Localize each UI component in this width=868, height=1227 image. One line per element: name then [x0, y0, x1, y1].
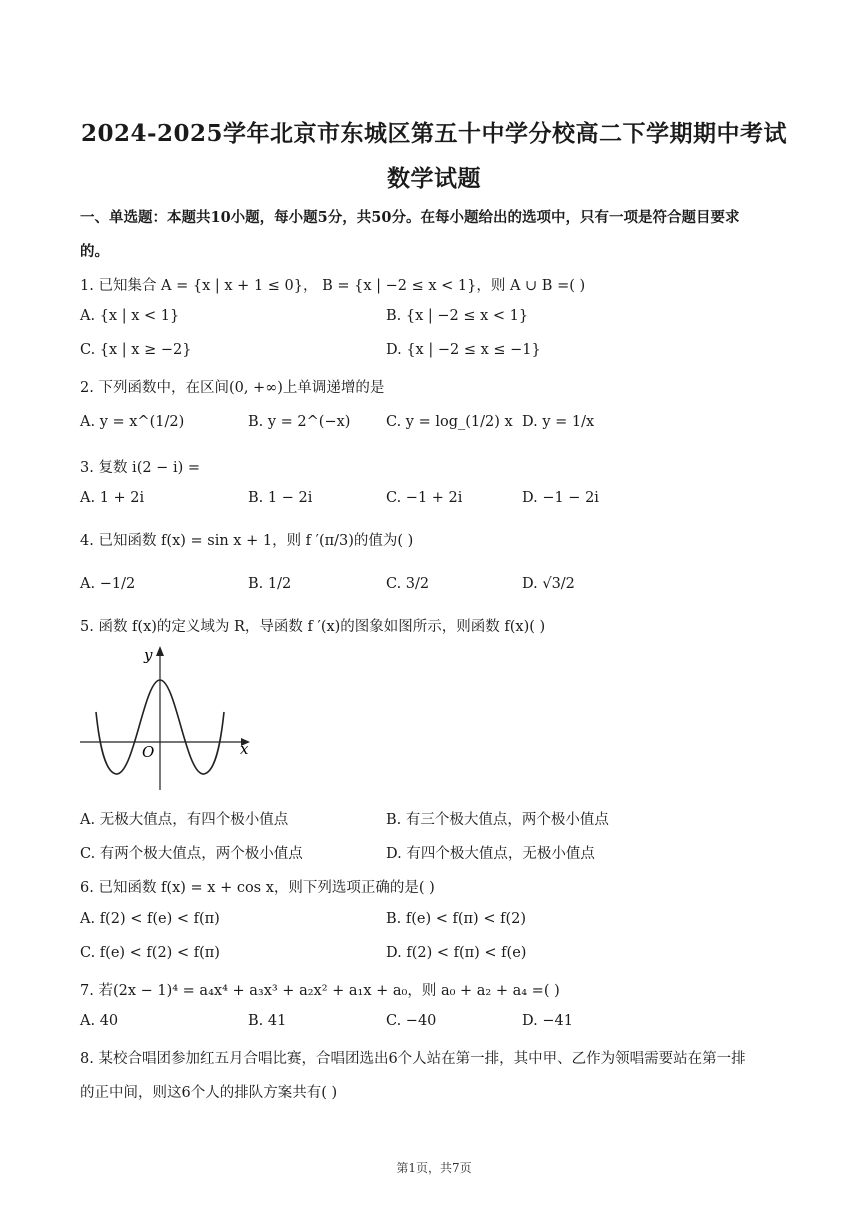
q3-option-a: A. 1 + 2i [80, 490, 145, 506]
section-heading-cont: 的。 [80, 243, 109, 260]
paper-title: 2024-2025学年北京市东城区第五十中学分校高二下学期期中考试 [80, 120, 788, 147]
q4-option-c: C. 3/2 [386, 576, 430, 592]
q4-option-d: D. √3/2 [522, 576, 575, 592]
q5-option-d: D. 有四个极大值点，无极小值点 [386, 846, 595, 862]
q7-option-b: B. 41 [248, 1013, 287, 1029]
q5-option-a: A. 无极大值点，有四个极小值点 [80, 812, 289, 828]
derivative-graph [78, 640, 258, 795]
question-4-stem: 4. 已知函数 f(x) = sin x + 1，则 f ′(π/3)的值为( ) [80, 533, 414, 549]
q6-option-a: A. f(2) < f(e) < f(π) [80, 911, 220, 927]
q4-option-a: A. −1/2 [80, 576, 136, 592]
q2-option-d: D. y = 1/x [522, 414, 595, 430]
y-axis-arrow [156, 646, 164, 656]
page-footer: 第1页，共7页 [396, 1161, 472, 1175]
q3-option-d: D. −1 − 2i [522, 490, 599, 506]
q3-option-b: B. 1 − 2i [248, 490, 313, 506]
q1-option-d: D. {x | −2 ≤ x ≤ −1} [386, 342, 541, 358]
question-3-stem: 3. 复数 i(2 − i) = [80, 460, 200, 476]
paper-subtitle: 数学试题 [387, 165, 481, 192]
origin-label: O [142, 743, 155, 761]
x-axis-label: x [240, 740, 249, 758]
question-8-stem-cont: 的正中间，则这6个人的排队方案共有( ) [80, 1085, 338, 1101]
question-7-stem: 7. 若(2x − 1)⁴ = a₄x⁴ + a₃x³ + a₂x² + a₁x + a₀，则 a₀ + a₂ + a₄ =( ) [80, 983, 560, 999]
q3-option-c: C. −1 + 2i [386, 490, 463, 506]
q7-option-c: C. −40 [386, 1013, 437, 1029]
q5-option-b: B. 有三个极大值点，两个极小值点 [386, 812, 609, 828]
q7-option-a: A. 40 [80, 1013, 119, 1029]
q5-option-c: C. 有两个极大值点，两个极小值点 [80, 846, 303, 862]
question-8-stem: 8. 某校合唱团参加红五月合唱比赛，合唱团选出6个人站在第一排，其中甲、乙作为领唱需要站在第一排 [80, 1051, 746, 1067]
q6-option-b: B. f(e) < f(π) < f(2) [386, 911, 526, 927]
question-1-stem: 1. 已知集合 A = {x | x + 1 ≤ 0}， B = {x | −2 ≤ x < 1}，则 A ∪ B =( ) [80, 278, 586, 294]
question-6-stem: 6. 已知函数 f(x) = x + cos x，则下列选项正确的是( ) [80, 880, 435, 896]
q1-option-c: C. {x | x ≥ −2} [80, 342, 192, 358]
q6-option-c: C. f(e) < f(2) < f(π) [80, 945, 220, 961]
q7-option-d: D. −41 [522, 1013, 573, 1029]
question-5-stem: 5. 函数 f(x)的定义域为 R，导函数 f ′(x)的图象如图所示，则函数 f(x)( ) [80, 619, 546, 635]
section-heading: 一、单选题：本题共10小题，每小题5分，共50分。在每小题给出的选项中，只有一项是符合题目要求 [80, 209, 740, 226]
q2-option-a: A. y = x^(1/2) [80, 414, 185, 430]
question-2-stem: 2. 下列函数中，在区间(0, +∞)上单调递增的是 [80, 380, 385, 396]
y-axis-label: y [144, 646, 153, 664]
q6-option-d: D. f(2) < f(π) < f(e) [386, 945, 527, 961]
q1-option-a: A. {x | x < 1} [80, 308, 180, 324]
q2-option-b: B. y = 2^(−x) [248, 414, 351, 430]
q2-option-c: C. y = log_(1/2) x [386, 414, 513, 430]
q1-option-b: B. {x | −2 ≤ x < 1} [386, 308, 529, 324]
q4-option-b: B. 1/2 [248, 576, 292, 592]
